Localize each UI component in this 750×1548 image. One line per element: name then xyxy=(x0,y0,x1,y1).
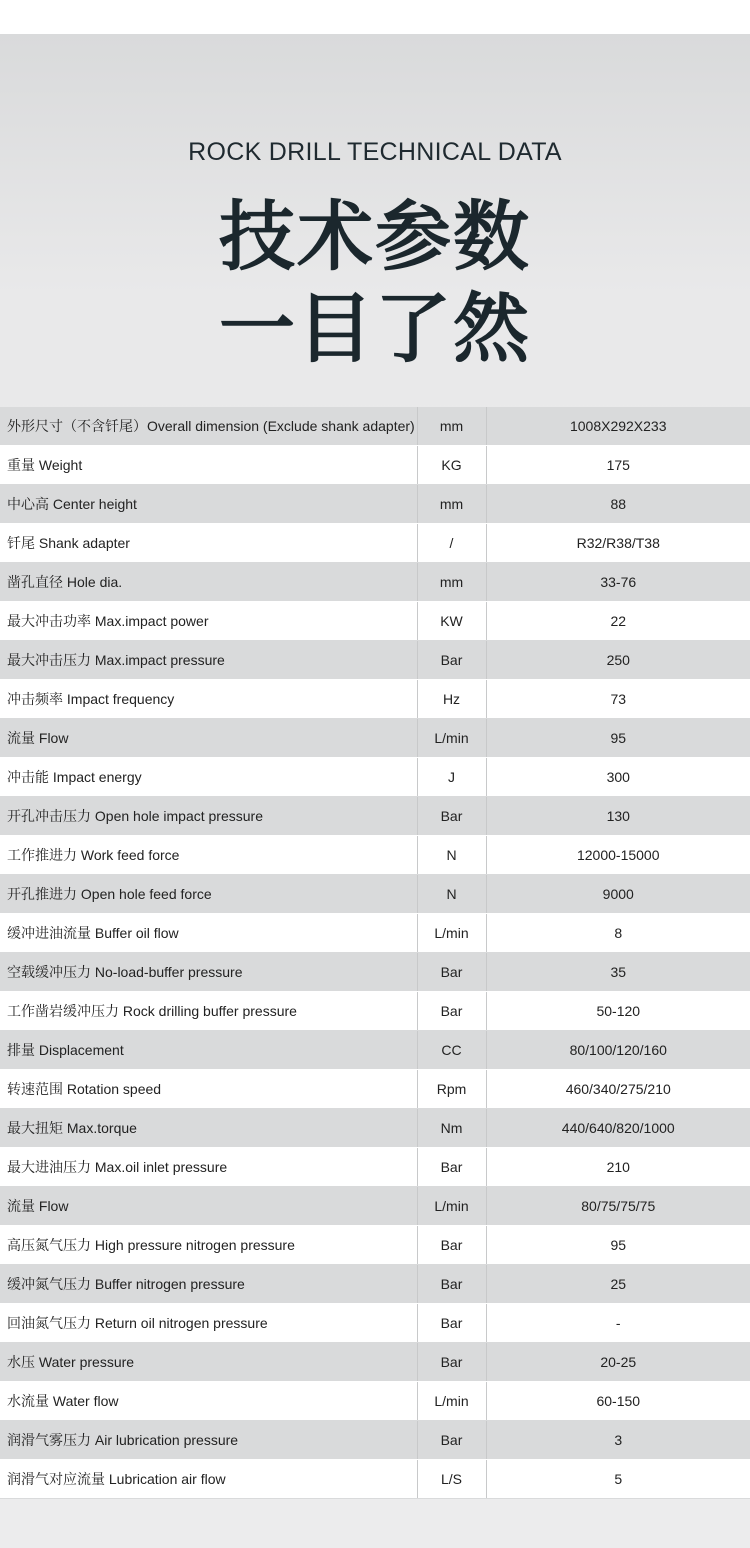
unit-cell: L/S xyxy=(417,1460,486,1499)
unit-cell: mm xyxy=(417,563,486,602)
unit-cell: mm xyxy=(417,485,486,524)
value-cell: 80/100/120/160 xyxy=(486,1031,750,1070)
value-cell: 210 xyxy=(486,1148,750,1187)
param-name-cell: 流量 Flow xyxy=(0,719,417,758)
value-cell: 60-150 xyxy=(486,1382,750,1421)
param-name-cell: 缓冲氮气压力 Buffer nitrogen pressure xyxy=(0,1265,417,1304)
unit-cell: CC xyxy=(417,1031,486,1070)
table-row xyxy=(0,485,750,524)
table-row xyxy=(0,1070,750,1109)
param-name-cell: 开孔推进力 Open hole feed force xyxy=(0,875,417,914)
unit-cell: KG xyxy=(417,446,486,485)
value-cell: 130 xyxy=(486,797,750,836)
unit-cell: N xyxy=(417,836,486,875)
headline-line-1: 技术参数 xyxy=(219,192,531,281)
param-name-cell: 水压 Water pressure xyxy=(0,1343,417,1382)
param-name-cell: 中心高 Center height xyxy=(0,485,417,524)
value-cell: 95 xyxy=(486,1226,750,1265)
value-cell: 5 xyxy=(486,1460,750,1499)
table-row xyxy=(0,1460,750,1499)
unit-cell: KW xyxy=(417,602,486,641)
table-row xyxy=(0,1304,750,1343)
unit-cell: Bar xyxy=(417,992,486,1031)
unit-cell: J xyxy=(417,758,486,797)
unit-cell: Bar xyxy=(417,1148,486,1187)
param-name-cell: 流量 Flow xyxy=(0,1187,417,1226)
section-subtitle: ROCK DRILL TECHNICAL DATA xyxy=(188,138,562,166)
value-cell: 440/640/820/1000 xyxy=(486,1109,750,1148)
unit-cell: / xyxy=(417,524,486,563)
value-cell: 9000 xyxy=(486,875,750,914)
param-name-cell: 缓冲进油流量 Buffer oil flow xyxy=(0,914,417,953)
unit-cell: Bar xyxy=(417,797,486,836)
value-cell: 35 xyxy=(486,953,750,992)
value-cell: 25 xyxy=(486,1265,750,1304)
value-cell: 73 xyxy=(486,680,750,719)
table-row xyxy=(0,446,750,485)
unit-cell: Bar xyxy=(417,641,486,680)
table-row xyxy=(0,875,750,914)
param-name-cell: 润滑气对应流量 Lubrication air flow xyxy=(0,1460,417,1499)
unit-cell: Bar xyxy=(417,1343,486,1382)
table-row xyxy=(0,680,750,719)
param-name-cell: 转速范围 Rotation speed xyxy=(0,1070,417,1109)
spec-table-body xyxy=(0,407,750,1499)
unit-cell: L/min xyxy=(417,914,486,953)
unit-cell: L/min xyxy=(417,1382,486,1421)
param-name-cell: 最大进油压力 Max.oil inlet pressure xyxy=(0,1148,417,1187)
value-cell: 88 xyxy=(486,485,750,524)
param-name-cell: 凿孔直径 Hole dia. xyxy=(0,563,417,602)
value-cell: 3 xyxy=(486,1421,750,1460)
value-cell: 20-25 xyxy=(486,1343,750,1382)
param-name-cell: 外形尺寸（不含钎尾）Overall dimension (Exclude shank adapter) xyxy=(0,407,417,446)
param-name-cell: 工作推进力 Work feed force xyxy=(0,836,417,875)
unit-cell: Bar xyxy=(417,1421,486,1460)
value-cell: 50-120 xyxy=(486,992,750,1031)
value-cell: 22 xyxy=(486,602,750,641)
param-name-cell: 冲击能 Impact energy xyxy=(0,758,417,797)
param-name-cell: 开孔冲击压力 Open hole impact pressure xyxy=(0,797,417,836)
param-name-cell: 润滑气雾压力 Air lubrication pressure xyxy=(0,1421,417,1460)
value-cell: 1008X292X233 xyxy=(486,407,750,446)
param-name-cell: 最大冲击压力 Max.impact pressure xyxy=(0,641,417,680)
value-cell: 175 xyxy=(486,446,750,485)
param-name-cell: 冲击频率 Impact frequency xyxy=(0,680,417,719)
table-row xyxy=(0,1187,750,1226)
value-cell: 33-76 xyxy=(486,563,750,602)
param-name-cell: 最大扭矩 Max.torque xyxy=(0,1109,417,1148)
unit-cell: Bar xyxy=(417,953,486,992)
table-row xyxy=(0,992,750,1031)
unit-cell: L/min xyxy=(417,719,486,758)
param-name-cell: 排量 Displacement xyxy=(0,1031,417,1070)
table-row xyxy=(0,1031,750,1070)
unit-cell: Bar xyxy=(417,1265,486,1304)
table-row xyxy=(0,524,750,563)
table-row xyxy=(0,641,750,680)
table-row xyxy=(0,1421,750,1460)
value-cell: 460/340/275/210 xyxy=(486,1070,750,1109)
spec-table xyxy=(0,407,750,1499)
param-name-cell: 重量 Weight xyxy=(0,446,417,485)
unit-cell: Nm xyxy=(417,1109,486,1148)
unit-cell: Hz xyxy=(417,680,486,719)
value-cell: 300 xyxy=(486,758,750,797)
unit-cell: L/min xyxy=(417,1187,486,1226)
param-name-cell: 最大冲击功率 Max.impact power xyxy=(0,602,417,641)
table-row xyxy=(0,1343,750,1382)
unit-cell: mm xyxy=(417,407,486,446)
table-row xyxy=(0,1148,750,1187)
value-cell: - xyxy=(486,1304,750,1343)
table-row xyxy=(0,602,750,641)
value-cell: R32/R38/T38 xyxy=(486,524,750,563)
table-row xyxy=(0,1382,750,1421)
value-cell: 95 xyxy=(486,719,750,758)
value-cell: 80/75/75/75 xyxy=(486,1187,750,1226)
table-row xyxy=(0,758,750,797)
value-cell: 12000-15000 xyxy=(486,836,750,875)
table-row xyxy=(0,1109,750,1148)
param-name-cell: 水流量 Water flow xyxy=(0,1382,417,1421)
unit-cell: Bar xyxy=(417,1304,486,1343)
table-row xyxy=(0,407,750,446)
table-row xyxy=(0,563,750,602)
table-row xyxy=(0,1226,750,1265)
table-row xyxy=(0,914,750,953)
param-name-cell: 钎尾 Shank adapter xyxy=(0,524,417,563)
param-name-cell: 工作凿岩缓冲压力 Rock drilling buffer pressure xyxy=(0,992,417,1031)
table-row xyxy=(0,836,750,875)
top-strip xyxy=(0,0,750,34)
headline-line-2: 一目了然 xyxy=(219,284,531,373)
param-name-cell: 高压氮气压力 High pressure nitrogen pressure xyxy=(0,1226,417,1265)
unit-cell: Bar xyxy=(417,1226,486,1265)
table-row xyxy=(0,1265,750,1304)
unit-cell: N xyxy=(417,875,486,914)
param-name-cell: 回油氮气压力 Return oil nitrogen pressure xyxy=(0,1304,417,1343)
param-name-cell: 空载缓冲压力 No-load-buffer pressure xyxy=(0,953,417,992)
value-cell: 250 xyxy=(486,641,750,680)
value-cell: 8 xyxy=(486,914,750,953)
unit-cell: Rpm xyxy=(417,1070,486,1109)
table-row xyxy=(0,953,750,992)
table-row xyxy=(0,719,750,758)
table-row xyxy=(0,797,750,836)
